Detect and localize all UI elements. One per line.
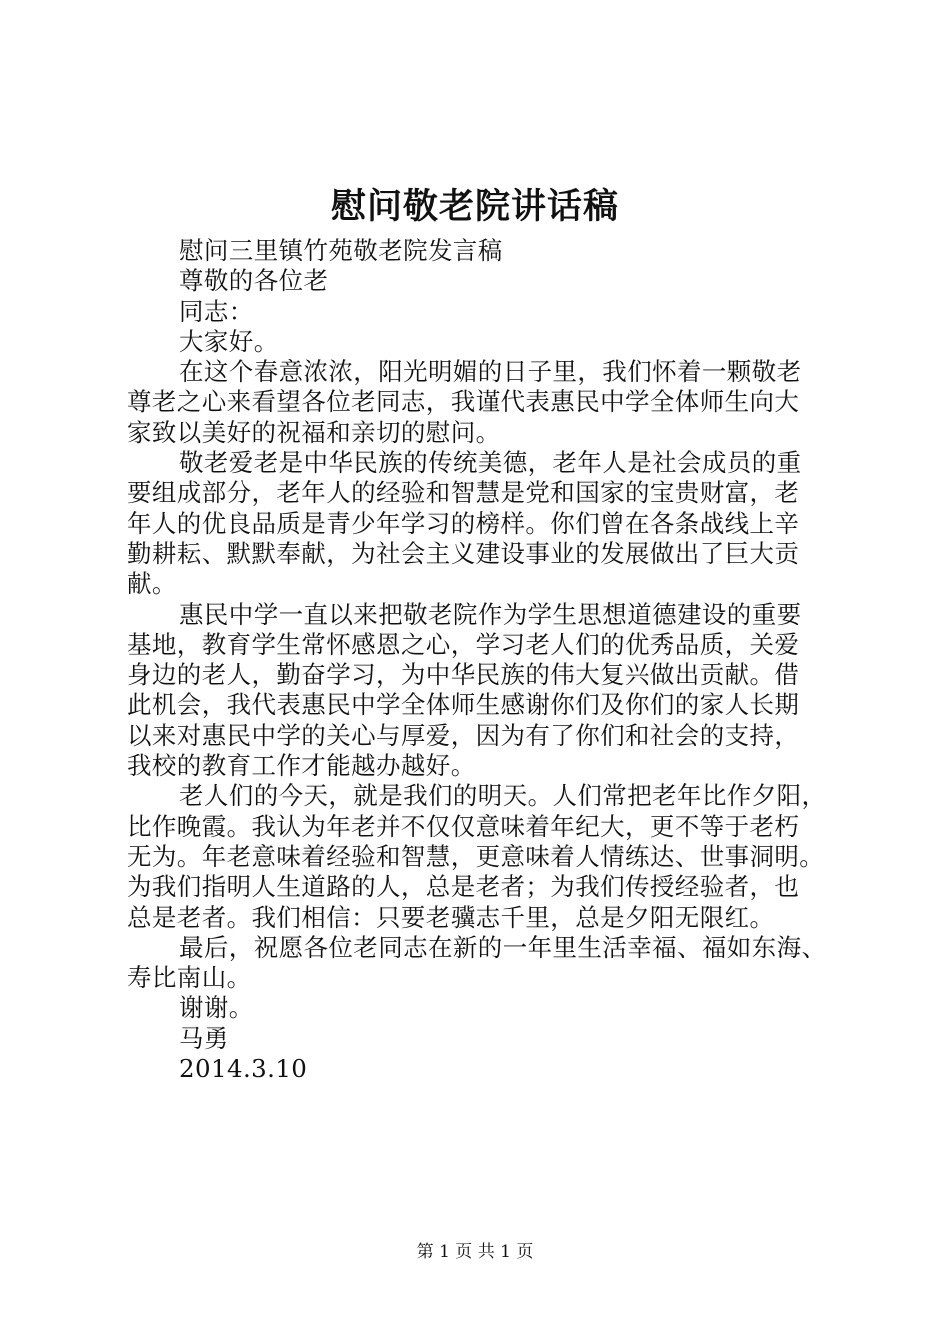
paragraph-line: 在这个春意浓浓，阳光明媚的日子里，我们怀着一颗敬老 xyxy=(179,357,802,387)
closing-line: 谢谢。 xyxy=(179,993,254,1023)
salutation-line: 同志： xyxy=(179,296,254,326)
paragraph-line: 以来对惠民中学的关心与厚爱，因为有了你们和社会的支持， xyxy=(127,720,800,750)
paragraph-line: 勤耕耘、默默奉献，为社会主义建设事业的发展做出了巨大贡 xyxy=(127,538,800,568)
paragraph-line: 我校的教育工作才能越办越好。 xyxy=(127,751,476,781)
paragraph-line: 寿比南山。 xyxy=(127,963,252,993)
greeting-line: 大家好。 xyxy=(179,326,279,356)
paragraph-line: 总是老者。我们相信：只要老骥志千里，总是夕阳无限红。 xyxy=(127,902,775,932)
paragraph-line: 为我们指明人生道路的人，总是老者；为我们传授经验者，也 xyxy=(127,872,800,902)
paragraph-line: 年人的优良品质是青少年学习的榜样。你们曾在各条战线上辛 xyxy=(127,508,800,538)
paragraph-line: 尊老之心来看望各位老同志，我谨代表惠民中学全体师生向大 xyxy=(127,387,800,417)
paragraph-line: 惠民中学一直以来把敬老院作为学生思想道德建设的重要 xyxy=(179,599,802,629)
signature-date: 2014.3.10 xyxy=(179,1054,308,1084)
paragraph-line: 献。 xyxy=(127,569,177,599)
document-body xyxy=(127,236,847,1084)
paragraph-line: 最后，祝愿各位老同志在新的一年里生活幸福、福如东海、 xyxy=(179,932,827,962)
document-title: 慰问敬老院讲话稿 xyxy=(330,186,619,227)
paragraph-line: 要组成部分，老年人的经验和智慧是党和国家的宝贵财富，老 xyxy=(127,478,800,508)
page-footer: 第 1 页 共 1 页 xyxy=(416,1242,534,1262)
paragraph-line: 身边的老人，勤奋学习，为中华民族的伟大复兴做出贡献。借 xyxy=(127,660,800,690)
paragraph-line: 基地，教育学生常怀感恩之心，学习老人们的优秀品质，关爱 xyxy=(127,629,800,659)
subtitle-line: 慰问三里镇竹苑敬老院发言稿 xyxy=(179,236,503,265)
signature-name: 马勇 xyxy=(179,1023,229,1053)
paragraph-line: 此机会，我代表惠民中学全体师生感谢你们及你们的家人长期 xyxy=(127,690,800,720)
paragraph-line: 无为。年老意味着经验和智慧，更意味着人情练达、世事洞明。 xyxy=(127,841,825,871)
paragraph-line: 比作晚霞。我认为年老并不仅仅意味着年纪大，更不等于老朽 xyxy=(127,811,800,841)
paragraph-line: 家致以美好的祝福和亲切的慰问。 xyxy=(127,417,501,447)
salutation-line: 尊敬的各位老 xyxy=(179,266,329,296)
paragraph-line: 老人们的今天，就是我们的明天。人们常把老年比作夕阳， xyxy=(179,781,827,811)
paragraph-line: 敬老爱老是中华民族的传统美德，老年人是社会成员的重 xyxy=(179,448,802,478)
